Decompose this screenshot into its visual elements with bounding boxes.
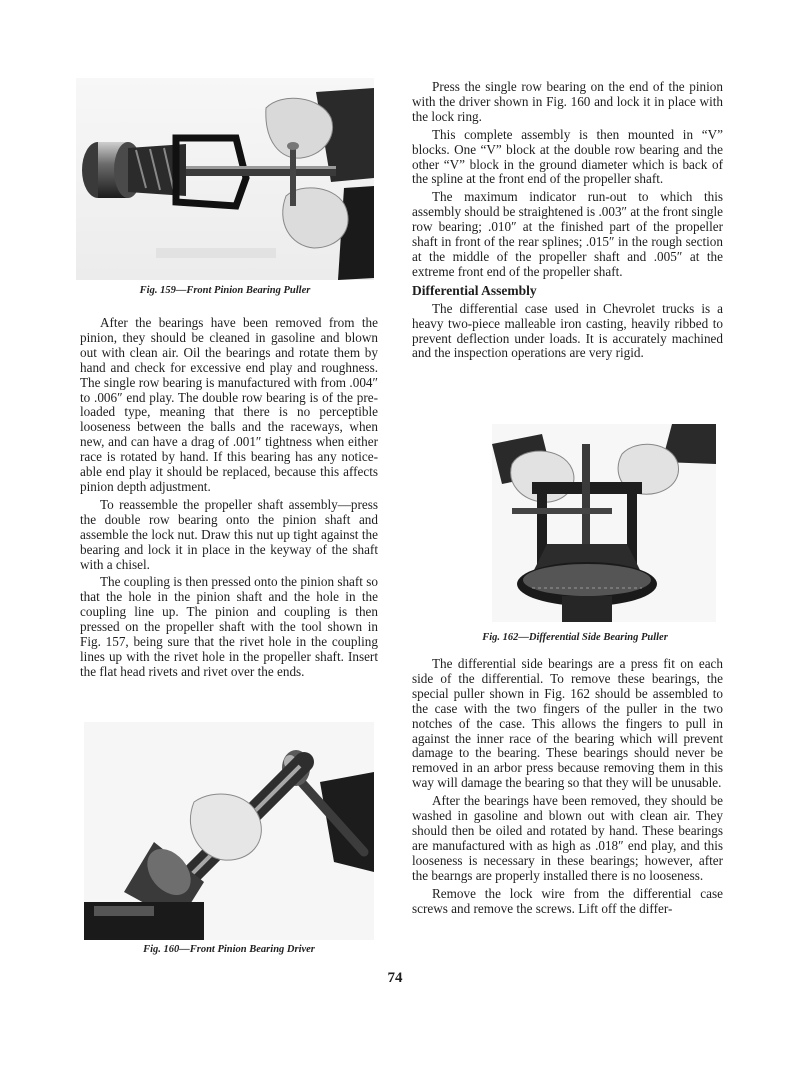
- figure-159-photo: [76, 78, 374, 280]
- paragraph: After the bearings have been removed from the pinion, they should be cleaned in gasoline and blown out with clean air. Oil the bearings and rotate them by hand and check for excessive end play and roughness. The single row bearing is manufactured with from .004″ to .006″ end play. The double row bearing is of the pre-loaded type, meaning that there is no perceptible looseness between the balls and the raceways, when new, and can have a drag of .001″ tightness when either race is rotated by hand. If this bearing has any noticeable end play it should be replaced, because this affects pinion depth adjustment.: [80, 315, 378, 494]
- paragraph: Remove the lock wire from the differential case screws and remove the screws. Lift off the differ-: [412, 885, 723, 916]
- paragraph: The differential side bearings are a press fit on each side of the differential. To remove these bearings, the special puller shown in Fig. 162 should be assembled to the case with the two fingers of the puller in the two notches of the case. This allows the fingers to pull in against the inner race of the bearing which will prevent damage to the bearing. These bearings should never be removed in an arbor press because removing them in this way will damage the bearing so that they will be unusable.: [412, 656, 723, 791]
- paragraph: To reassemble the propeller shaft assembly—press the double row bearing onto the pinion shaft and assemble the lock nut. Draw this nut up tight against the bearing and lock it in place in the keyway of the shaft with a chisel.: [80, 496, 378, 572]
- left-column-text: [80, 316, 378, 680]
- figure-162-caption: Fig. 162—Differential Side Bearing Puller: [482, 632, 668, 643]
- right-column-text-top: [412, 80, 723, 361]
- paragraph: Press the single row bearing on the end of the pinion with the driver shown in Fig. 160 and lock it in place with the lock ring.: [412, 79, 723, 124]
- figure-159-caption: Fig. 159—Front Pinion Bearing Puller: [139, 285, 311, 296]
- figure-160-caption: Fig. 160—Front Pinion Bearing Driver: [143, 944, 315, 955]
- paragraph: The maximum indicator run-out to which this assembly should be straightened is .003″ at the front single row bearing; .010″ at the finished part of the propeller shaft in front of the rear splines; .015″ in the rough section at the middle of the propeller shaft and .005″ at the extreme front end of the propeller shaft.: [412, 189, 723, 279]
- figure-160-photo: [84, 722, 374, 940]
- page-number: 74: [387, 970, 403, 986]
- section-heading: Differential Assembly: [412, 282, 537, 298]
- paragraph: This complete assembly is then mounted in “V” blocks. One “V” block at the double row bearing and the other “V” block in the ground diameter which is back of the spline at the front end of the propeller shaft.: [412, 126, 723, 187]
- right-column-text-bottom: [412, 657, 723, 916]
- figure-162-photo: [492, 424, 716, 622]
- paragraph: The coupling is then pressed onto the pinion shaft so that the hole in the pinion shaft and the hole in the coupling line up. The pinion and coupling is then pressed on the propeller shaft with the tool shown in Fig. 157, being sure that the rivet hole in the coupling lines up with the rivet hole in the propeller shaft. Insert the flat head rivets and rivet over the ends.: [80, 574, 378, 679]
- paragraph: The differential case used in Chevrolet trucks is a heavy two-piece malleable iron casting, heavily ribbed to prevent deflection under loads. It is accurately machined and the inspection operations are very rigid.: [412, 300, 723, 361]
- paragraph: After the bearings have been removed, they should be washed in gasoline and blown out with clean air. They should then be oiled and rotated by hand. These bearings are manufactured with as high as .018″ end play, and this looseness is necessary in these bearings; however, after the bearngs are properly installed there is no looseness.: [412, 793, 723, 883]
